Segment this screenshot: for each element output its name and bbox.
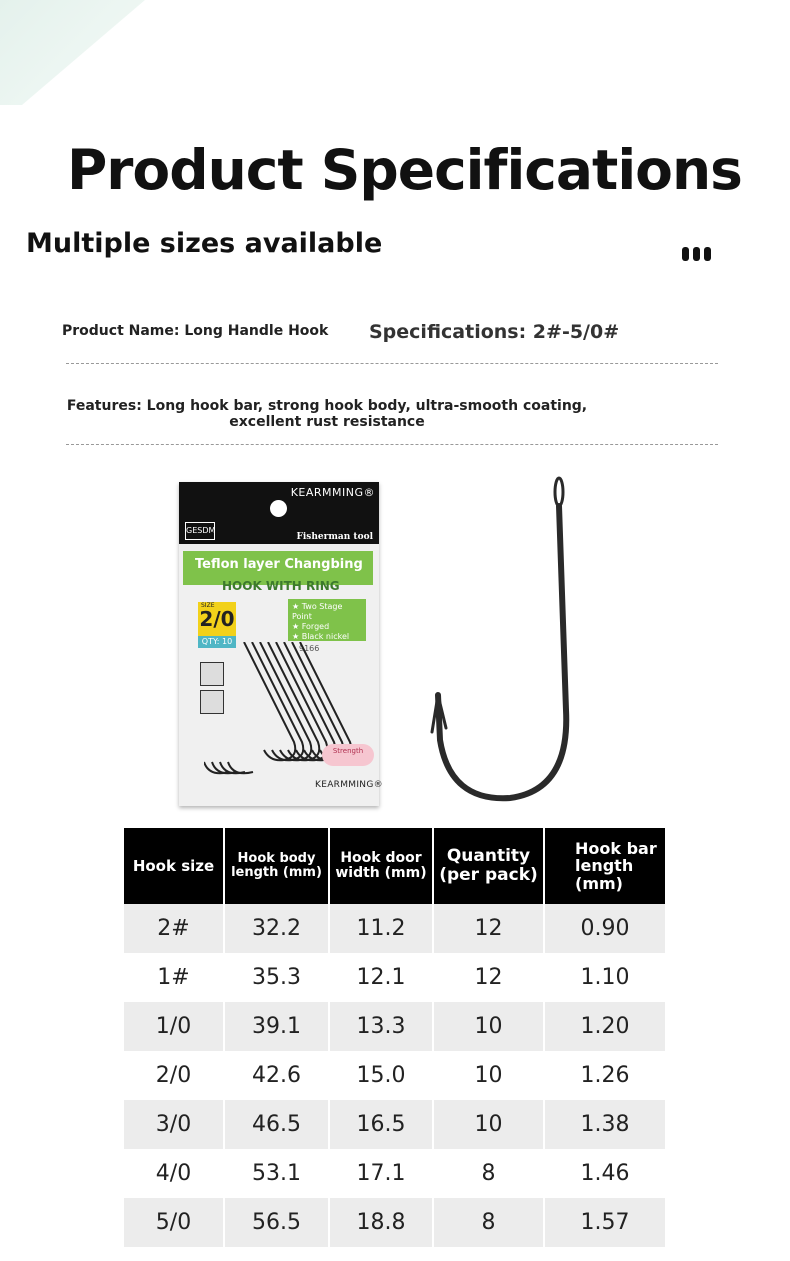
product-specifications: Specifications: 2#-5/0#	[369, 321, 620, 343]
column-header-door-width: Hook door width (mm)	[330, 828, 434, 904]
cell-hook-size: 5/0	[124, 1198, 225, 1247]
corner-decoration	[0, 0, 150, 105]
package-feature: ★ Two Stage Point	[292, 602, 343, 621]
product-name: Product Name: Long Handle Hook	[62, 323, 329, 339]
column-header-bar-length: Hook bar length (mm)	[545, 828, 665, 904]
package-brand: KEARMMING®	[290, 486, 375, 499]
cell-bar-length: 1.46	[545, 1149, 665, 1198]
divider	[66, 444, 718, 445]
cell-bar-length: 0.90	[545, 904, 665, 953]
page-subtitle: Multiple sizes available	[26, 228, 383, 259]
cell-bar-length: 1.20	[545, 1002, 665, 1051]
cell-body-length: 56.5	[225, 1198, 330, 1247]
package-logo: GESDM	[185, 522, 215, 540]
cell-quantity: 12	[434, 953, 545, 1002]
cell-body-length: 53.1	[225, 1149, 330, 1198]
package-subtitle: HOOK WITH RING	[222, 579, 340, 593]
table-row	[124, 904, 665, 953]
cell-hook-size: 1/0	[124, 1002, 225, 1051]
cell-quantity: 12	[434, 904, 545, 953]
size-label: SIZE	[201, 602, 215, 609]
package-header	[179, 482, 379, 544]
cell-quantity: 8	[434, 1198, 545, 1247]
hang-hole	[270, 500, 287, 517]
cell-door-width: 11.2	[330, 904, 434, 953]
cell-body-length: 46.5	[225, 1100, 330, 1149]
cell-bar-length: 1.26	[545, 1051, 665, 1100]
package-title: Teflon layer Changbing	[183, 551, 373, 585]
package-code: 9166	[299, 644, 320, 653]
page-title: Product Specifications	[67, 138, 742, 202]
cell-hook-size: 4/0	[124, 1149, 225, 1198]
package-qty: QTY: 10	[198, 636, 236, 648]
package-feature: ★ Black nickel	[292, 632, 350, 641]
cell-body-length: 35.3	[225, 953, 330, 1002]
fishing-hook-icon	[430, 470, 580, 810]
table-row	[124, 1100, 665, 1149]
cell-door-width: 16.5	[330, 1100, 434, 1149]
cell-door-width: 18.8	[330, 1198, 434, 1247]
cell-bar-length: 1.10	[545, 953, 665, 1002]
product-package-image	[179, 482, 383, 806]
cell-door-width: 17.1	[330, 1149, 434, 1198]
cell-body-length: 39.1	[225, 1002, 330, 1051]
table-row	[124, 953, 665, 1002]
cell-body-length: 42.6	[225, 1051, 330, 1100]
package-footer-brand: KEARMMING®	[315, 780, 383, 790]
divider	[66, 363, 718, 364]
product-features: Features: Long hook bar, strong hook body, ultra-smooth coating, excellent rust resistance	[66, 398, 588, 430]
cell-quantity: 10	[434, 1051, 545, 1100]
cell-hook-size: 1#	[124, 953, 225, 1002]
size-value: 2/0	[199, 607, 235, 631]
column-header-hook-size: Hook size	[124, 828, 225, 904]
spec-table	[124, 828, 665, 1247]
package-features	[288, 599, 366, 641]
cell-bar-length: 1.38	[545, 1100, 665, 1149]
table-row	[124, 1002, 665, 1051]
cell-hook-size: 2/0	[124, 1051, 225, 1100]
cell-door-width: 12.1	[330, 953, 434, 1002]
package-tagline: Fisherman tool	[296, 532, 373, 542]
cell-door-width: 15.0	[330, 1051, 434, 1100]
package-badge: Strength	[322, 744, 374, 766]
table-row	[124, 1198, 665, 1247]
column-header-body-length: Hook body length (mm)	[225, 828, 330, 904]
table-row	[124, 1051, 665, 1100]
cell-body-length: 32.2	[225, 904, 330, 953]
cell-quantity: 10	[434, 1002, 545, 1051]
table-header-row	[124, 828, 665, 904]
cell-door-width: 13.3	[330, 1002, 434, 1051]
table-row	[124, 1149, 665, 1198]
cell-hook-size: 3/0	[124, 1100, 225, 1149]
package-size-box	[198, 602, 236, 638]
cell-quantity: 8	[434, 1149, 545, 1198]
cell-bar-length: 1.57	[545, 1198, 665, 1247]
cell-hook-size: 2#	[124, 904, 225, 953]
more-dots-icon	[682, 247, 711, 261]
cell-quantity: 10	[434, 1100, 545, 1149]
package-feature: ★ Forged	[292, 622, 330, 631]
column-header-quantity: Quantity (per pack)	[434, 828, 545, 904]
